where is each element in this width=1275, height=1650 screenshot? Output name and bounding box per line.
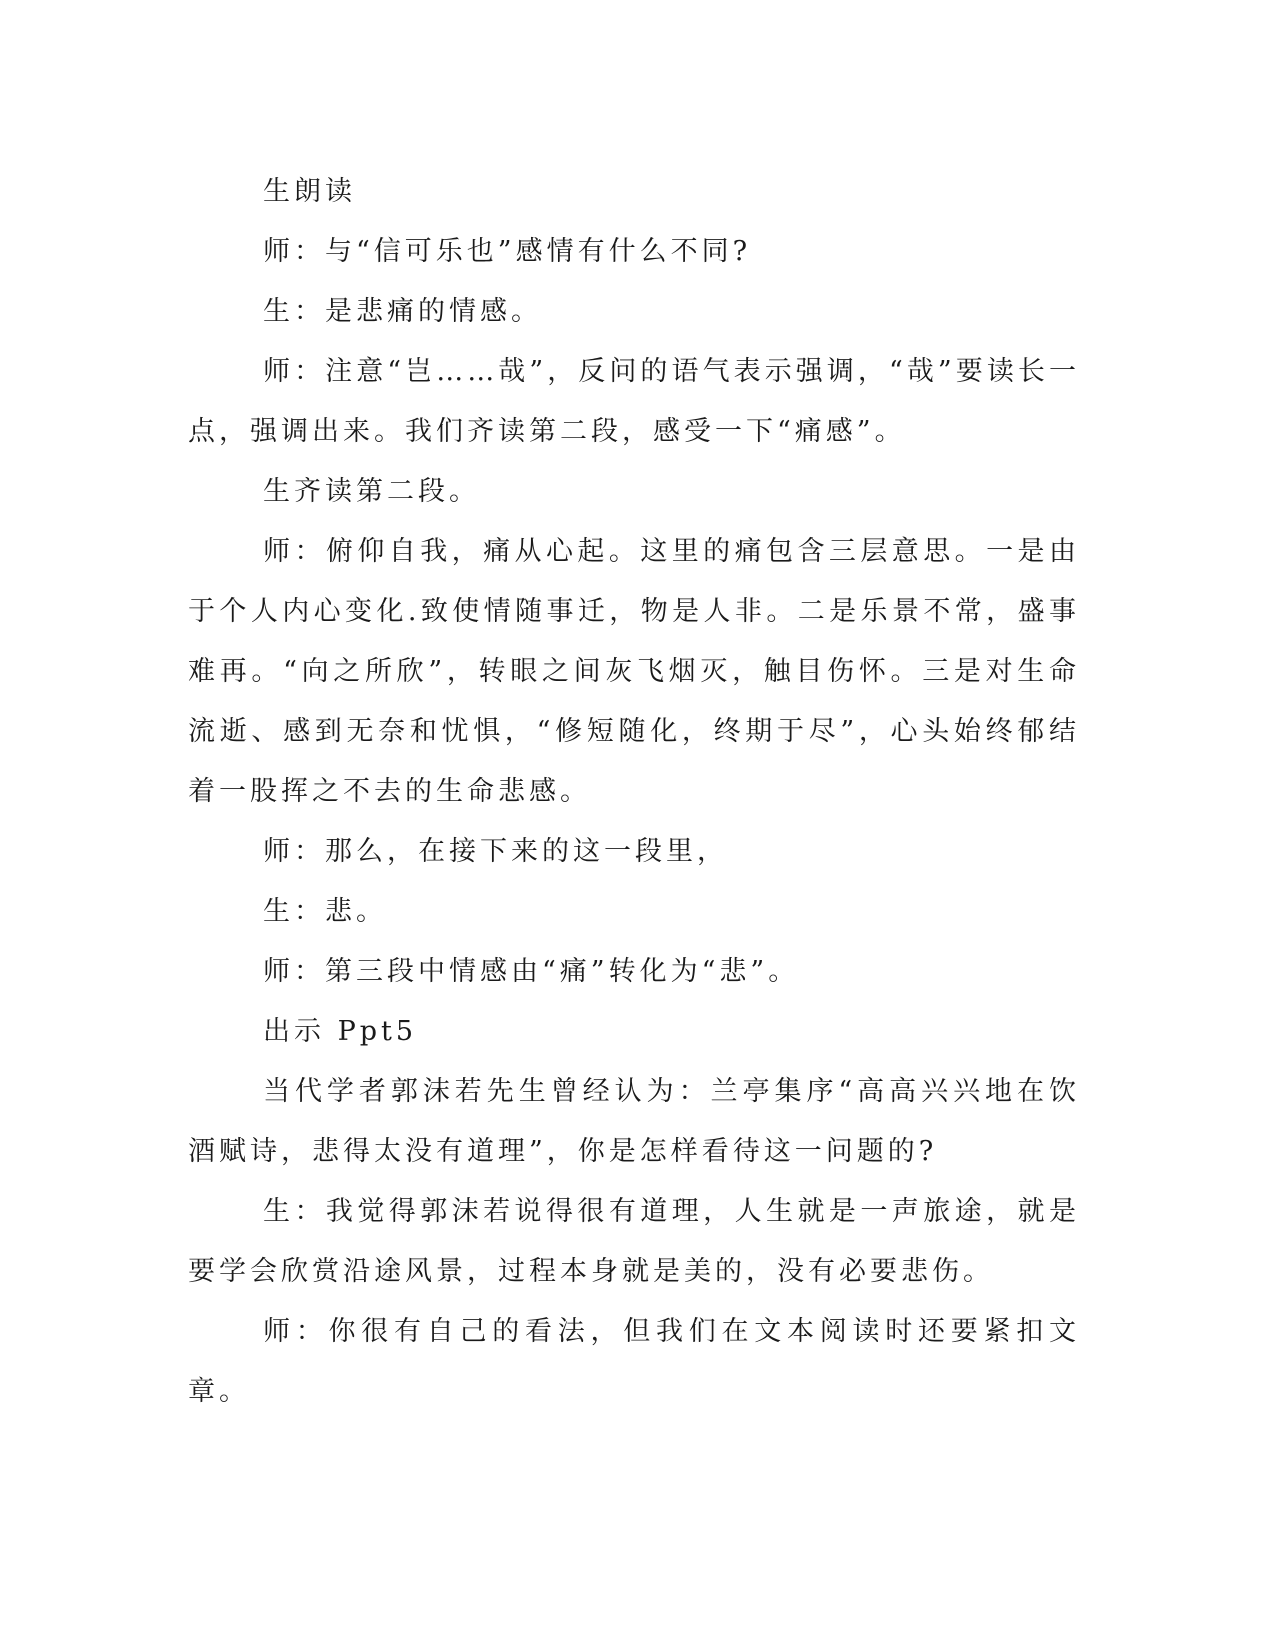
- paragraph: 生：悲。: [263, 896, 387, 927]
- document-body: [188, 162, 1080, 1422]
- paragraph: 出示 Ppt5: [263, 1016, 418, 1047]
- paragraph: 当代学者郭沫若先生曾经认为：兰亭集序“高高兴兴地在饮酒赋诗，悲得太没有道理”，你是怎样看待这一问题的?: [188, 1076, 1080, 1167]
- paragraph: 生朗读: [263, 176, 356, 207]
- paragraph: 师：你很有自己的看法，但我们在文本阅读时还要紧扣文章。: [188, 1316, 1080, 1407]
- paragraph: 生齐读第二段。: [263, 476, 480, 507]
- paragraph: 师：注意“岂……哉”，反问的语气表示强调，“哉”要读长一点，强调出来。我们齐读第二段，感受一下“痛感”。: [188, 356, 1080, 447]
- paragraph: 生：是悲痛的情感。: [263, 296, 542, 327]
- paragraph: 师：那么，在接下来的这一段里，: [263, 836, 728, 867]
- paragraph: 师：与“信可乐也”感情有什么不同?: [263, 236, 752, 267]
- paragraph: 生：我觉得郭沫若说得很有道理，人生就是一声旅途，就是要学会欣赏沿途风景，过程本身就是美的，没有必要悲伤。: [188, 1196, 1080, 1287]
- paragraph: 师：俯仰自我，痛从心起。这里的痛包含三层意思。一是由于个人内心变化.致使情随事迁，物是人非。二是乐景不常，盛事难再。“向之所欣”，转眼之间灰飞烟灭，触目伤怀。三是对生命流逝、感到无奈和忧惧，“修短随化，终期于尽”，心头始终郁结着一股挥之不去的生命悲感。: [188, 536, 1080, 807]
- paragraph: 师：第三段中情感由“痛”转化为“悲”。: [263, 956, 800, 987]
